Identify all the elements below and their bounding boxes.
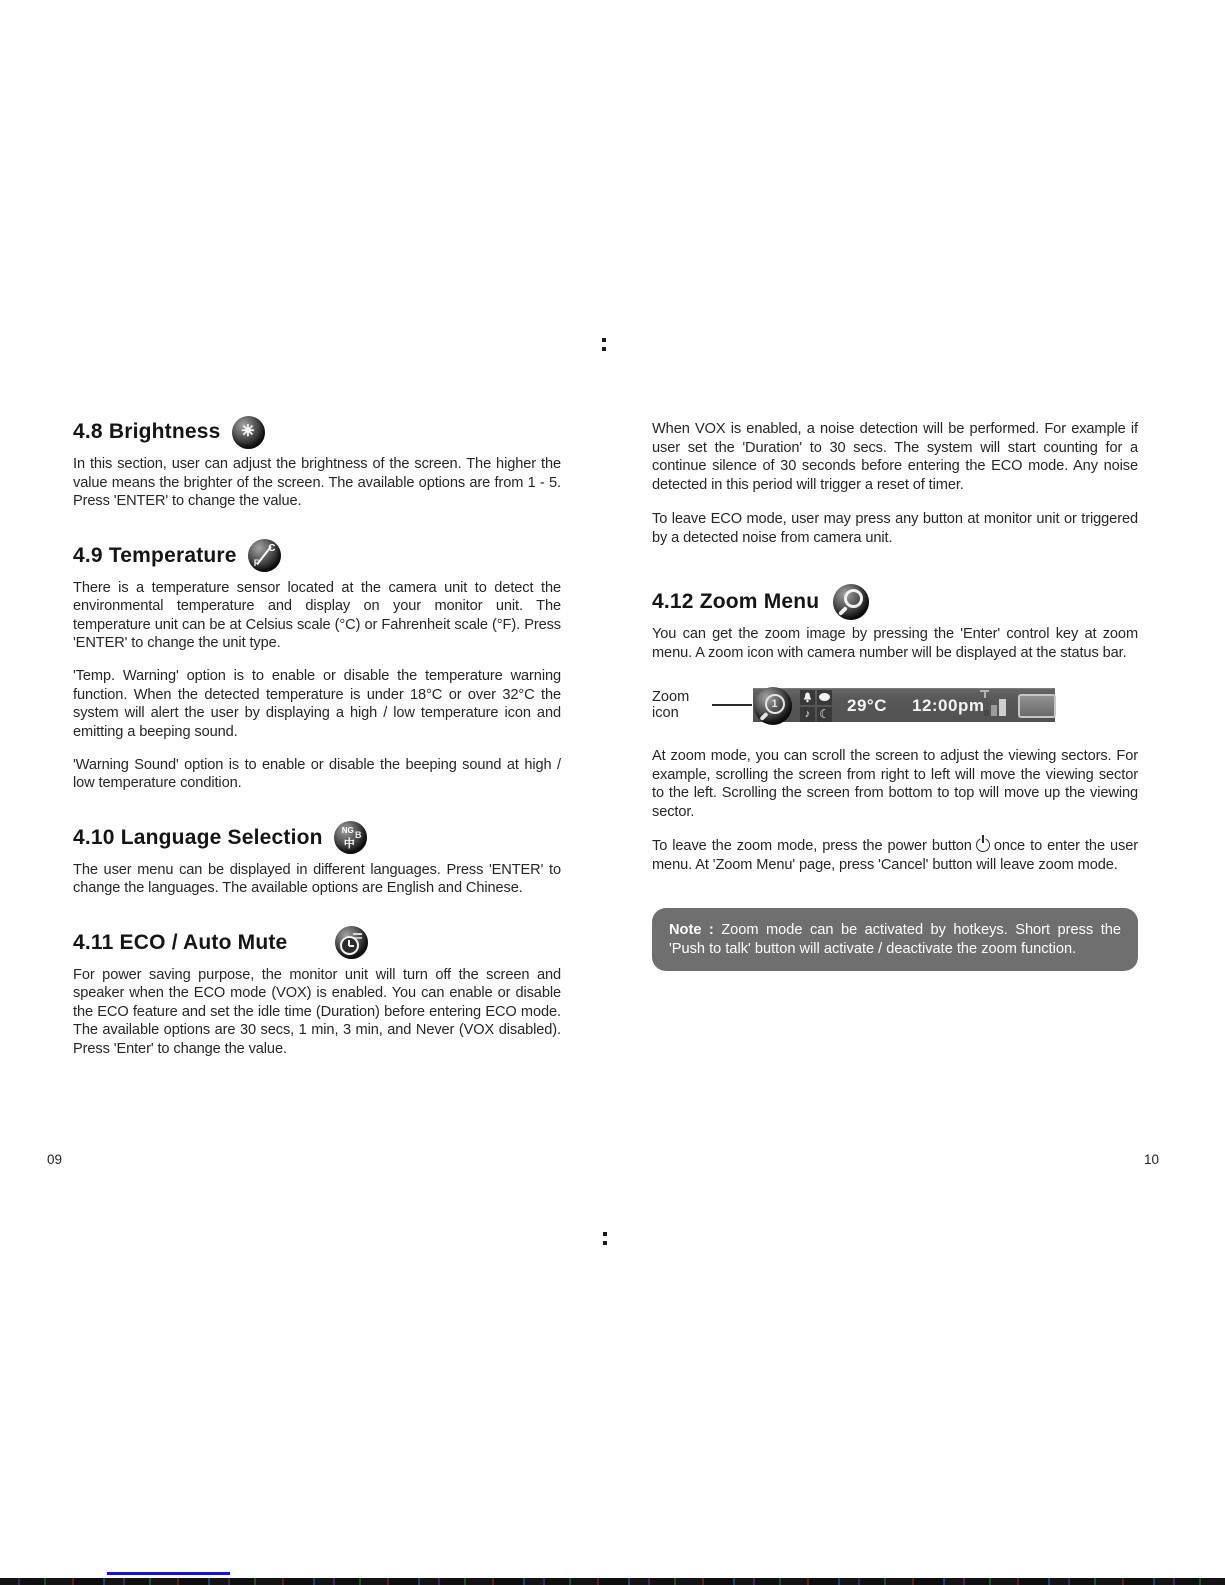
right-page-column: [652, 420, 1138, 971]
signal-strength-icon: [984, 696, 1006, 716]
body-paragraph-with-power: To leave the zoom mode, press the power button once to enter the user menu. At 'Zoom Menu' page, press 'Cancel' button will leave zoom mode.: [652, 838, 1139, 873]
page-number-left: 09: [47, 1152, 63, 1167]
camera-number-badge: 1: [765, 694, 785, 714]
section-heading-4-12: [652, 585, 1138, 619]
blue-line-artifact: [107, 1572, 230, 1575]
zoom-menu-icon: [833, 584, 869, 620]
section-heading-4-9: [73, 539, 561, 573]
body-paragraph: When VOX is enabled, a noise detection will be performed. For example if user set the 'Duration' to 30 secs. The system will start counting for a continue silence of 30 seconds before entering the ECO mode. Any noise detected in this period will trigger a reset of timer.: [652, 421, 1138, 493]
section-heading-4-11: [73, 926, 561, 960]
section-title: 4.10 Language Selection: [73, 825, 323, 849]
eco-auto-mute-icon: [335, 926, 368, 959]
callout-line: [712, 704, 752, 706]
chat-bubble-icon: [817, 690, 832, 705]
registration-mark-top: [602, 338, 606, 351]
temperature-readout: 29°C: [847, 695, 887, 715]
registration-mark-bottom: [603, 1232, 607, 1245]
body-paragraph: 'Temp. Warning' option is to enable or disable the temperature warning function. When the detected temperature is under 18°C or over 32°C the system will alert the user by displaying a high / low temperature icon and emitting a beeping sound.: [73, 668, 561, 740]
music-note-icon: ♪: [800, 707, 815, 722]
language-icon: NG B 中: [334, 821, 367, 854]
figure-label: Zoom icon: [652, 689, 690, 721]
body-paragraph: The user menu can be displayed in different languages. Press 'ENTER' to change the languages. The available options are English and Chinese.: [73, 861, 561, 896]
body-paragraph: At zoom mode, you can scroll the screen to adjust the viewing sectors. For example, scrolling the screen from right to left will move the viewing sector to the left. Scrolling the screen from bottom to top will move up the viewing sector.: [652, 748, 1138, 820]
status-bar: [753, 688, 1055, 722]
battery-icon: [1018, 694, 1056, 718]
body-paragraph: 'Warning Sound' option is to enable or disable the beeping sound at high / low temperature condition.: [73, 756, 561, 791]
status-icon-grid: [800, 690, 832, 722]
note-box: [652, 908, 1138, 971]
body-paragraph: You can get the zoom image by pressing the 'Enter' control key at zoom menu. A zoom icon with camera number will be displayed at the status bar.: [652, 626, 1138, 661]
temperature-icon: C F: [248, 539, 281, 572]
section-title: 4.12 Zoom Menu: [652, 590, 820, 613]
body-paragraph: There is a temperature sensor located at the camera unit to detect the environmental temperature and display on your monitor unit. The temperature unit can be at Celsius scale (°C) or Fahrenheit scale (°F). Press 'ENTER' to change the unit type.: [73, 579, 561, 651]
section-heading-4-8: [73, 415, 561, 449]
clock-readout: 12:00pm: [911, 695, 985, 715]
note-text: Zoom mode can be activated by hotkeys. Short press the 'Push to talk' button will activate / deactivate the zoom function.: [669, 922, 1121, 957]
section-title: 4.9 Temperature: [73, 543, 237, 567]
section-title: 4.8 Brightness: [73, 420, 221, 443]
body-paragraph: To leave ECO mode, user may press any button at monitor unit or triggered by a detected noise from camera unit.: [652, 511, 1138, 546]
zoom-camera-icon: [754, 687, 792, 725]
section-heading-4-10: [73, 821, 561, 855]
body-paragraph: In this section, user can adjust the brightness of the screen. The higher the value means the brighter of the screen. The available options are from 1 - 5. Press 'ENTER' to change the value.: [73, 456, 561, 509]
clock-icon: [340, 936, 359, 955]
section-title: 4.11 ECO / Auto Mute: [73, 930, 288, 954]
moon-icon: ☾: [817, 707, 832, 722]
bell-icon: [800, 690, 815, 705]
status-bar-figure: [652, 686, 1138, 724]
body-paragraph: For power saving purpose, the monitor unit will turn off the screen and speaker when the ECO mode (VOX) is enabled. You can enable or disable the ECO feature and set the idle time (Duration) before entering ECO mode. The available options are 30 secs, 1 min, 3 min, and Never (VOX disabled). Press 'Enter' to change the value.: [73, 966, 561, 1057]
note-label: Note :: [669, 922, 714, 938]
power-icon: [976, 838, 990, 852]
brightness-icon: ☀: [232, 416, 265, 449]
scan-noise-strip: [0, 1578, 1225, 1585]
page-number-right: 10: [1144, 1152, 1160, 1167]
left-page-column: [73, 415, 561, 1073]
